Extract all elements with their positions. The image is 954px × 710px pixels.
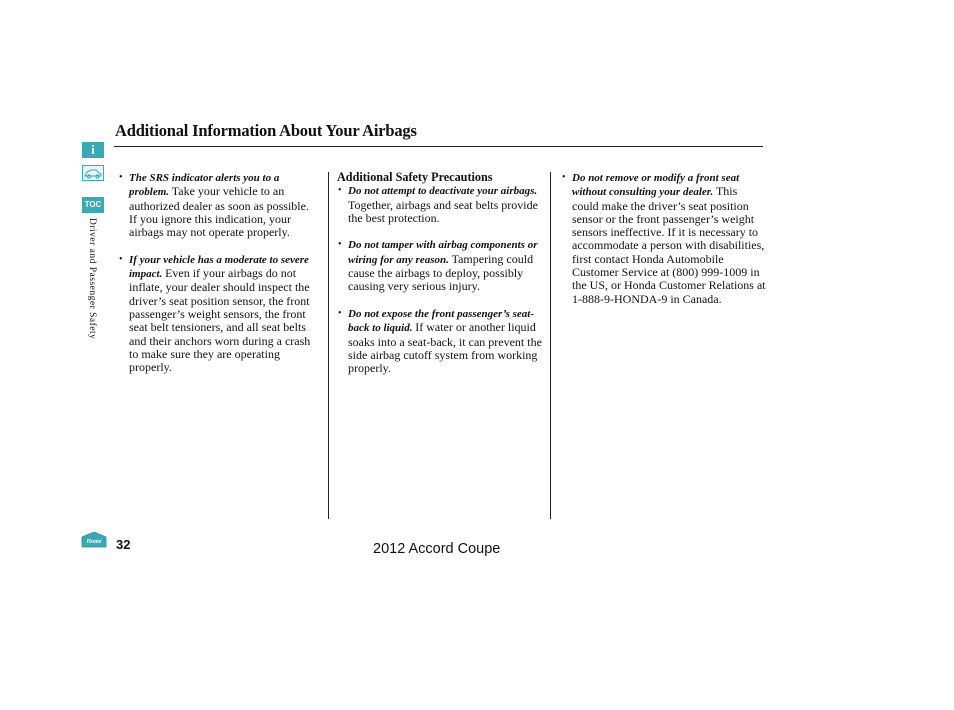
title-divider bbox=[114, 146, 763, 147]
bullet-body: Together, airbags and seat belts provide the best protection. bbox=[348, 197, 538, 225]
section-side-label: Driver and Passenger Safety bbox=[87, 218, 97, 340]
list-item bbox=[337, 238, 547, 293]
bullet-body: Even if your airbags do not inflate, your dealer should inspect the driver’s seat position sensor, the front passenger’s weight sensors, the front seat belt tensioners, and all seat belts and their anchors worn during a crash to make sure they are operating properly. bbox=[129, 266, 311, 375]
vehicle-icon[interactable] bbox=[82, 165, 104, 181]
bullet-body: Take your vehicle to an authorized dealer as soon as possible. If you ignore this indication, your airbags may not operate properly. bbox=[129, 184, 309, 240]
list-item bbox=[337, 307, 547, 375]
list-item bbox=[118, 171, 318, 239]
list-item bbox=[561, 171, 766, 306]
list-item bbox=[118, 253, 318, 375]
info-icon[interactable]: i bbox=[82, 142, 104, 158]
section-heading: Additional Safety Precautions bbox=[337, 170, 493, 184]
bullet-body: Tampering could cause the airbags to deploy, possibly causing very serious injury. bbox=[348, 251, 534, 294]
column-3 bbox=[561, 171, 766, 319]
home-label: Home bbox=[86, 539, 102, 545]
column-1 bbox=[118, 171, 318, 388]
bullet-lead: If your vehicle has a moderate to severe impact. bbox=[129, 253, 309, 281]
column-divider bbox=[328, 172, 329, 519]
bullet-lead: Do not remove or modify a front seat without consulting your dealer. bbox=[572, 172, 740, 199]
list-item bbox=[337, 184, 547, 225]
car-icon bbox=[83, 166, 103, 180]
bullet-body: This could make the driver’s seat position sensor or the front passenger’s weight sensors ineffective. If it is necessary to accommodate a person with disabilities, first contact Honda Automobile Customer Service at (800) 999-1009 in the US, or Honda Customer Relations at 1-888-9-HONDA-9 in Canada. bbox=[572, 184, 766, 306]
column-divider bbox=[550, 172, 551, 519]
bullet-lead: Do not expose the front passenger’s seat-back to liquid. bbox=[348, 307, 534, 335]
home-icon[interactable] bbox=[81, 531, 107, 548]
page-number: 32 bbox=[116, 537, 131, 552]
bullet-lead: The SRS indicator alerts you to a problem. bbox=[129, 172, 280, 199]
toc-button[interactable]: TOC bbox=[82, 197, 104, 213]
bullet-lead: Do not tamper with airbag components or wiring for any reason. bbox=[348, 239, 538, 266]
footer-model: 2012 Accord Coupe bbox=[373, 541, 501, 557]
bullet-body: If water or another liquid soaks into a seat-back, it can prevent the side airbag cutoff system from working properly. bbox=[348, 320, 542, 376]
page-title: Additional Information About Your Airbags bbox=[115, 121, 417, 140]
column-2 bbox=[337, 171, 547, 389]
bullet-lead: Do not attempt to deactivate your airbags. bbox=[348, 185, 538, 198]
